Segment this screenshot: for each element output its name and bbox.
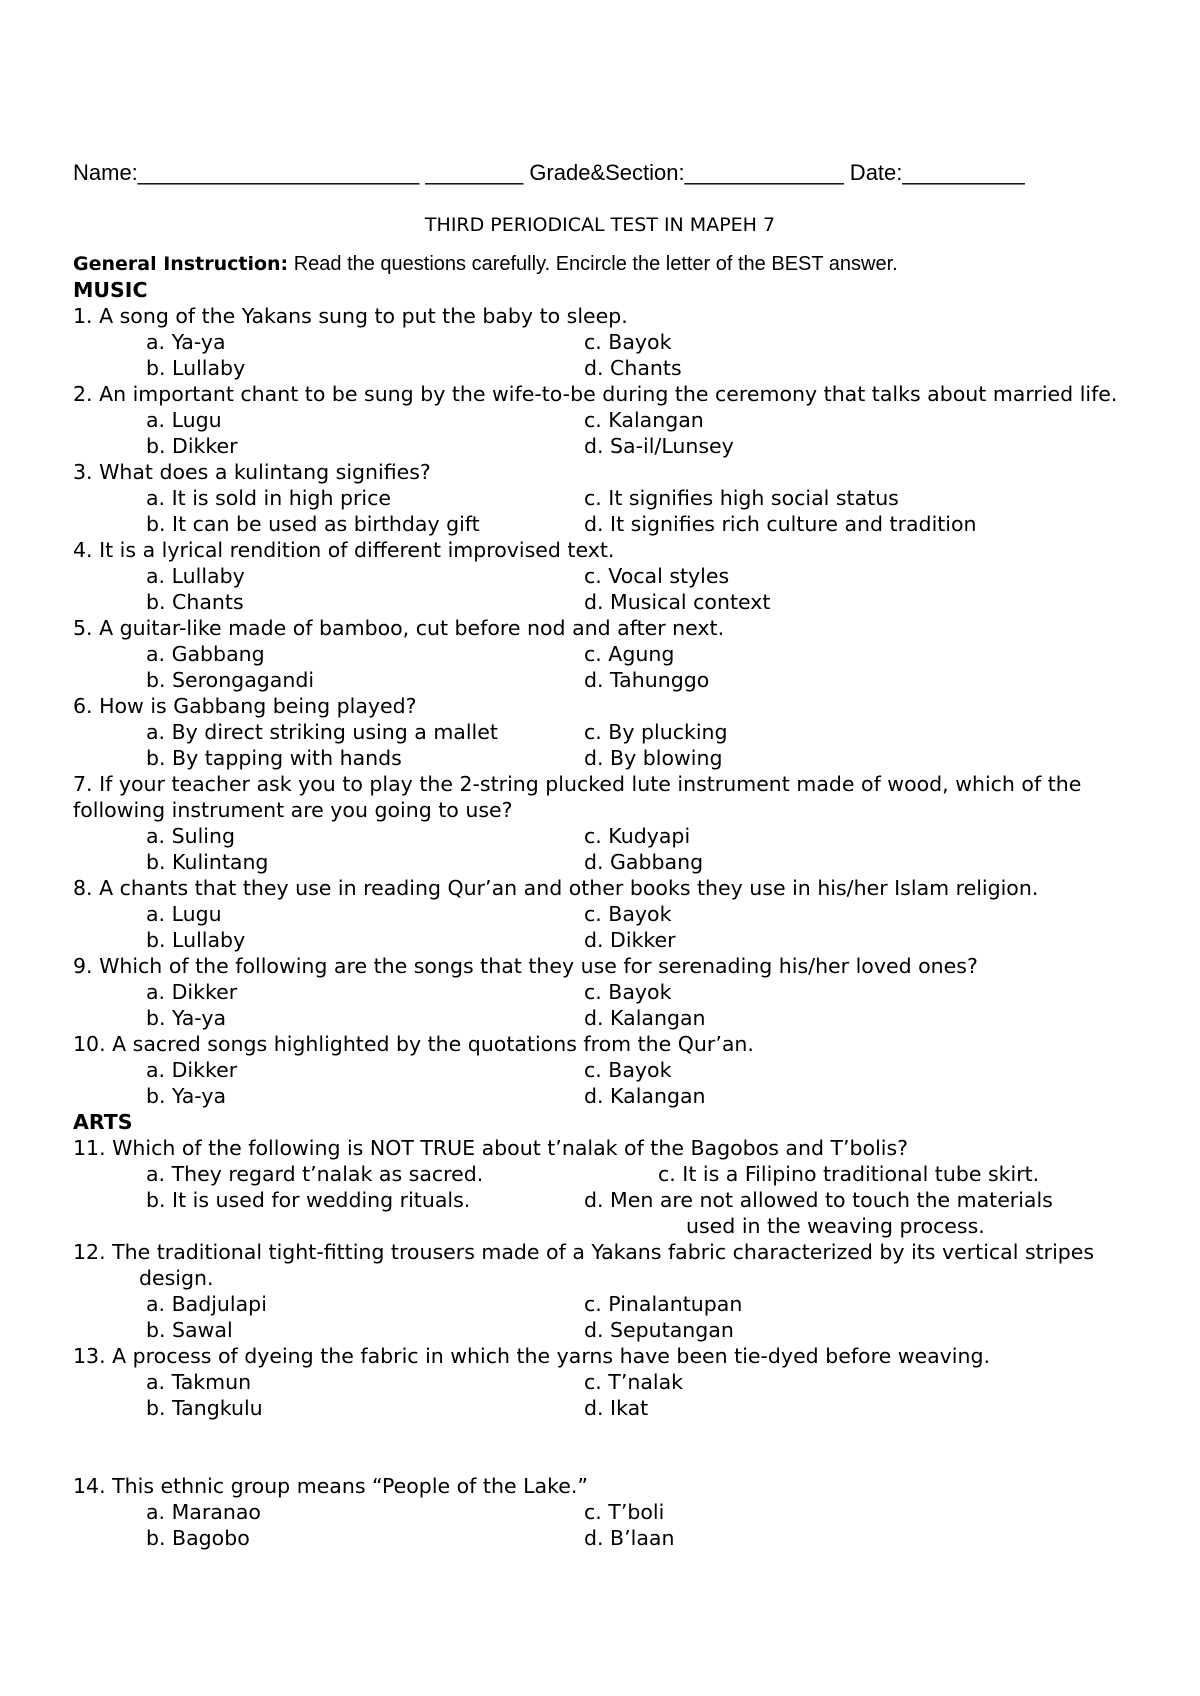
question-7-options-row-1 [73,823,1143,849]
question-9-options-row-1 [73,979,1143,1005]
q4-option-b[interactable]: b. Chants [146,590,244,614]
q1-option-a[interactable]: a. Ya-ya [146,330,226,354]
q5-option-d[interactable]: d. Tahunggo [584,668,710,692]
test-content [73,251,1143,1551]
question-10-options-row-1 [73,1057,1143,1083]
q3-option-d[interactable]: d. It signifies rich culture and tradition [584,512,977,536]
question-8-options-row-2 [73,927,1143,953]
question-13-options-row-2 [73,1395,1143,1421]
question-2-options-row-2 [73,433,1143,459]
q1-option-b[interactable]: b. Lullaby [146,356,246,380]
question-9: 9. Which of the following are the songs that they use for serenading his/her loved ones? [73,954,978,978]
q4-option-c[interactable]: c. Vocal styles [584,564,730,588]
q13-option-d[interactable]: d. Ikat [584,1396,649,1420]
q13-option-b[interactable]: b. Tangkulu [146,1396,263,1420]
question-1-options-row-1 [73,329,1143,355]
question-10-options-row-2 [73,1083,1143,1109]
q13-option-a[interactable]: a. Takmun [146,1370,252,1394]
question-14: 14. This ethnic group means “People of the Lake.” [73,1474,588,1498]
question-13-options-row-1 [73,1369,1143,1395]
question-1: 1. A song of the Yakans sung to put the baby to sleep. [73,304,628,328]
q7-option-d[interactable]: d. Gabbang [584,850,704,874]
q7-option-c[interactable]: c. Kudyapi [584,824,691,848]
question-5-options-row-1 [73,641,1143,667]
q11-option-a[interactable]: a. They regard t’nalak as sacred. [146,1162,484,1186]
question-14-options-row-1 [73,1499,1143,1525]
question-8: 8. A chants that they use in reading Qur’an and other books they use in his/her Islam religion. [73,876,1039,900]
q4-option-a[interactable]: a. Lullaby [146,564,245,588]
question-6-options-row-2 [73,745,1143,771]
q12-option-b[interactable]: b. Sawal [146,1318,233,1342]
blank-space [73,1421,1143,1473]
q4-option-d[interactable]: d. Musical context [584,590,771,614]
q13-option-c[interactable]: c. T’nalak [584,1370,684,1394]
q5-option-a[interactable]: a. Gabbang [146,642,265,666]
q6-option-c[interactable]: c. By plucking [584,720,728,744]
q9-option-b[interactable]: b. Ya-ya [146,1006,227,1030]
question-3-options-row-1 [73,485,1143,511]
q8-option-c[interactable]: c. Bayok [584,902,672,926]
question-4: 4. It is a lyrical rendition of different improvised text. [73,538,615,562]
q12-option-a[interactable]: a. Badjulapi [146,1292,267,1316]
question-7-options-row-2 [73,849,1143,875]
q5-option-c[interactable]: c. Agung [584,642,675,666]
q9-option-c[interactable]: c. Bayok [584,980,672,1004]
q10-option-a[interactable]: a. Dikker [146,1058,238,1082]
general-instruction [73,251,1143,277]
q7-option-b[interactable]: b. Kulintang [146,850,269,874]
q6-option-a[interactable]: a. By direct striking using a mallet [146,720,498,744]
q10-option-d[interactable]: d. Kalangan [584,1084,706,1108]
q10-option-b[interactable]: b. Ya-ya [146,1084,227,1108]
question-12-options-row-2 [73,1317,1143,1343]
question-6-options-row-1 [73,719,1143,745]
q1-option-c[interactable]: c. Bayok [584,330,672,354]
q5-option-b[interactable]: b. Serongagandi [146,668,315,692]
q6-option-b[interactable]: b. By tapping with hands [146,746,402,770]
q2-option-a[interactable]: a. Lugu [146,408,222,432]
section-heading-arts: ARTS [73,1110,133,1134]
section-heading-music: MUSIC [73,278,148,302]
q11-option-c[interactable]: c. It is a Filipino traditional tube skirt. [658,1162,1040,1186]
question-3: 3. What does a kulintang signifies? [73,460,431,484]
q6-option-d[interactable]: d. By blowing [584,746,723,770]
instruction-text: Read the questions carefully. Encircle the letter of the BEST answer. [288,253,898,275]
q14-option-a[interactable]: a. Maranao [146,1500,261,1524]
question-11-options-row-1 [73,1161,1143,1187]
question-14-options-row-2 [73,1525,1143,1551]
q7-option-a[interactable]: a. Suling [146,824,235,848]
q3-option-c[interactable]: c. It signifies high social status [584,486,899,510]
question-12: 12. The traditional tight-fitting trousers made of a Yakans fabric characterized by its vertical stripes [73,1240,1095,1264]
question-11-options-row-2 [73,1187,1143,1213]
test-title: THIRD PERIODICAL TEST IN MAPEH 7 [424,214,776,236]
q1-option-d[interactable]: d. Chants [584,356,682,380]
q8-option-a[interactable]: a. Lugu [146,902,222,926]
q2-option-c[interactable]: c. Kalangan [584,408,704,432]
question-12-continuation: design. [139,1266,214,1290]
question-9-options-row-2 [73,1005,1143,1031]
q8-option-d[interactable]: d. Dikker [584,928,676,952]
q11-option-b[interactable]: b. It is used for wedding rituals. [146,1188,471,1212]
q14-option-c[interactable]: c. T’boli [584,1500,665,1524]
q14-option-b[interactable]: b. Bagobo [146,1526,250,1550]
question-10: 10. A sacred songs highlighted by the quotations from the Qur’an. [73,1032,754,1056]
q12-option-d[interactable]: d. Seputangan [584,1318,734,1342]
q10-option-c[interactable]: c. Bayok [584,1058,672,1082]
q9-option-d[interactable]: d. Kalangan [584,1006,706,1030]
q3-option-b[interactable]: b. It can be used as birthday gift [146,512,480,536]
question-4-options-row-2 [73,589,1143,615]
instruction-label: General Instruction: [73,253,289,275]
question-1-options-row-2 [73,355,1143,381]
question-6: 6. How is Gabbang being played? [73,694,417,718]
question-5-options-row-2 [73,667,1143,693]
question-13: 13. A process of dyeing the fabric in which the yarns have been tie-dyed before weaving. [73,1344,990,1368]
question-2: 2. An important chant to be sung by the wife-to-be during the ceremony that talks about married life. [73,382,1118,406]
q14-option-d[interactable]: d. B’laan [584,1526,675,1550]
question-8-options-row-1 [73,901,1143,927]
q12-option-c[interactable]: c. Pinalantupan [584,1292,743,1316]
question-2-options-row-1 [73,407,1143,433]
q11-option-d[interactable]: d. Men are not allowed to touch the materials [584,1188,1053,1212]
student-info-line: Name:_______________________ ________ Grade&Section:_____________ Date:__________ [73,160,1025,185]
q3-option-a[interactable]: a. It is sold in high price [146,486,391,510]
question-3-options-row-2 [73,511,1143,537]
q2-option-d[interactable]: d. Sa-il/Lunsey [584,434,734,458]
q2-option-b[interactable]: b. Dikker [146,434,238,458]
q9-option-a[interactable]: a. Dikker [146,980,238,1004]
question-11: 11. Which of the following is NOT TRUE about t’nalak of the Bagobos and T’bolis? [73,1136,909,1160]
q11-option-d-continuation: used in the weaving process. [686,1214,985,1238]
question-12-options-row-1 [73,1291,1143,1317]
question-5: 5. A guitar-like made of bamboo, cut before nod and after next. [73,616,725,640]
q8-option-b[interactable]: b. Lullaby [146,928,246,952]
question-7: 7. If your teacher ask you to play the 2-string plucked lute instrument made of wood, which of the following instrument are you going to use? [73,772,1082,822]
question-4-options-row-1 [73,563,1143,589]
